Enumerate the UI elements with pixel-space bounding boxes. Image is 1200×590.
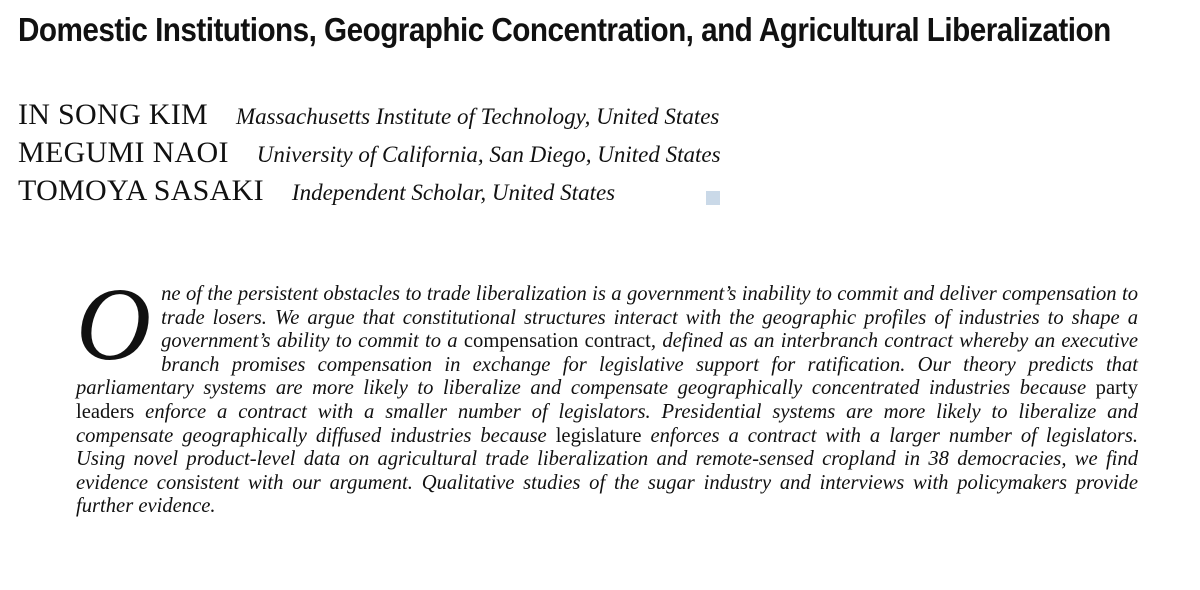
author-1	[18, 98, 1178, 136]
abstract-dropcap: O	[76, 267, 152, 382]
author-list	[18, 98, 1178, 212]
abstract-text: , defined as an interbranch contract whereby an executive branch promises compensation in exchange for legislative support for ratification. Our theory predicts that parliamentary systems are more likely to liberalize and compensate geographically concentrated industries because	[76, 330, 1138, 400]
abstract	[76, 267, 1138, 519]
abstract-upright-term: party leaders	[76, 377, 1138, 423]
author-2	[18, 136, 1178, 174]
author-3	[18, 174, 1178, 212]
author-name: IN SONG KIM	[18, 98, 208, 131]
abstract-upright-term: compensation contract	[463, 330, 651, 353]
paper-title: Domestic Institutions, Geographic Concentration, and Agricultural Liberalization	[18, 11, 1111, 48]
author-name: MEGUMI NAOI	[18, 136, 229, 169]
author-affiliation: Massachusetts Institute of Technology, United States	[235, 104, 720, 129]
author-affiliation: Independent Scholar, United States	[291, 180, 616, 205]
author-affiliation: University of California, San Diego, United States	[256, 142, 721, 167]
abstract-upright-term: legislature	[555, 424, 642, 447]
author-name: TOMOYA SASAKI	[18, 174, 264, 207]
abstract-text: ne of the persistent obstacles to trade liberalization is a government’s inability to commit and deliver compensation to trade losers. We argue that constitutional structures interact with the geographic profiles of industries to shape a government’s ability to commit to a	[161, 283, 1138, 353]
abstract-text: enforces a contract with a larger number of legislators. Using novel product-level data on agricultural trade liberalization and remote-sensed cropland in 38 democracies, we find evidence consistent with our argument. Qualitative studies of the sugar industry and interviews with policymakers provide further evidence.	[76, 424, 1138, 518]
abstract-text: enforce a contract with a smaller number of legislators. Presidential systems are more likely to liberalize and compensate geographically diffused industries because	[76, 400, 1138, 447]
text-cursor-highlight	[706, 191, 720, 205]
